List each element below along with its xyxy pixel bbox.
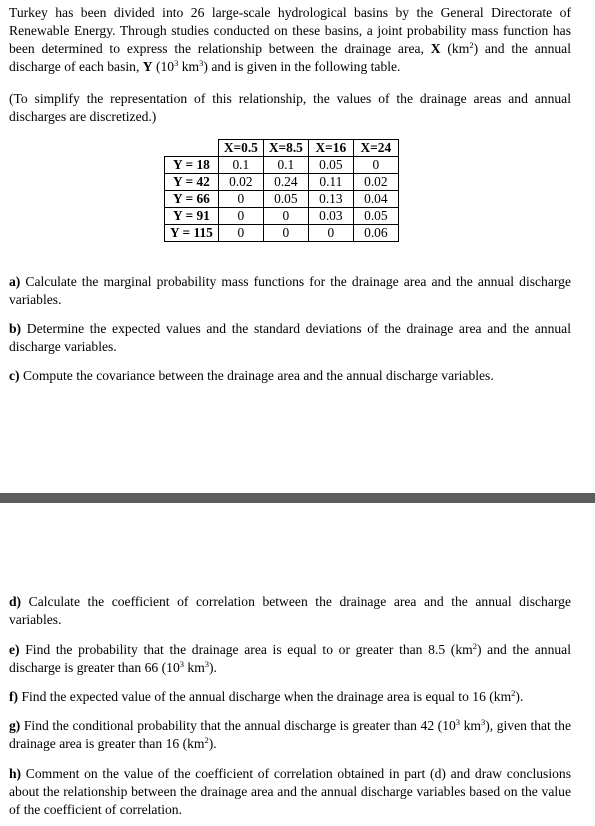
question-c: c) Compute the covariance between the drainage area and the annual discharge variables.	[9, 368, 494, 383]
table-row	[165, 191, 399, 208]
row-header: Y = 18	[165, 157, 219, 174]
table-cell: 0.03	[308, 208, 353, 225]
table-row	[165, 174, 399, 191]
table-row	[165, 208, 399, 225]
table-cell: 0	[218, 208, 263, 225]
page-divider	[0, 493, 595, 503]
table-cell: 0.05	[308, 157, 353, 174]
table-cell: 0.24	[263, 174, 308, 191]
table-cell: 0.06	[353, 225, 398, 242]
table-cell: 0	[263, 225, 308, 242]
table-cell: 0	[218, 225, 263, 242]
column-header: X=16	[308, 140, 353, 157]
table-cell: 0	[353, 157, 398, 174]
table-cell: 0.05	[353, 208, 398, 225]
row-header: Y = 66	[165, 191, 219, 208]
table-cell: 0	[263, 208, 308, 225]
table-cell: 0	[218, 191, 263, 208]
table-cell: 0.11	[308, 174, 353, 191]
row-header: Y = 91	[165, 208, 219, 225]
table-row	[165, 157, 399, 174]
table-cell: 0.02	[353, 174, 398, 191]
intro-paragraph: Turkey has been divided into 26 large-scale hydrological basins by the General Directorate of Renewable Energy. Through studies conducted on these basins, a joint probability mass function has been determined to express the relationship between the drainage area, X $(km^2)$ and the annual discharge of each basin, Y ($10^3$ $km^3$) and is given in the following table.	[9, 5, 571, 74]
table-corner-cell	[165, 140, 219, 157]
table-cell: 0.02	[218, 174, 263, 191]
table-header-row	[165, 140, 399, 157]
note-paragraph: (To simplify the representation of this relationship, the values of the drainage areas and annual discharges are discretized.)	[9, 91, 571, 124]
table-cell: 0.05	[263, 191, 308, 208]
table-cell: 0.1	[263, 157, 308, 174]
question-a: a) Calculate the marginal probability mass functions for the drainage area and the annual discharge variables.	[9, 274, 571, 307]
column-header: X=0.5	[218, 140, 263, 157]
column-header: X=24	[353, 140, 398, 157]
question-e: e) Find the probability that the drainage area is equal to or greater than 8.5 $(km^2)$ and the annual discharge is greater than 66 ($10^3$ $km^3$).	[9, 641, 571, 675]
table-cell: 0.1	[218, 157, 263, 174]
table-cell: 0.13	[308, 191, 353, 208]
question-b: b) Determine the expected values and the standard deviations of the drainage area and the annual discharge variables.	[9, 321, 571, 354]
table-row	[165, 225, 399, 242]
question-g: g) Find the conditional probability that the annual discharge is greater than 42 ($10^3$ $km^3$), given that the drainage area is greater than 16 $(km^2)$.	[9, 717, 571, 751]
row-header: Y = 42	[165, 174, 219, 191]
question-f: f) Find the expected value of the annual discharge when the drainage area is equal to 16 $(km^2)$.	[9, 688, 524, 704]
column-header: X=8.5	[263, 140, 308, 157]
question-d: d) Calculate the coefficient of correlation between the drainage area and the annual discharge variables.	[9, 594, 571, 627]
question-h: h) Comment on the value of the coefficient of correlation obtained in part (d) and draw conclusions about the relationship between the drainage area and the annual discharge variables based on the value of the coefficient of correlation.	[9, 766, 571, 817]
table-cell: 0	[308, 225, 353, 242]
row-header: Y = 115	[165, 225, 219, 242]
joint-pmf-table	[164, 139, 399, 242]
table-cell: 0.04	[353, 191, 398, 208]
